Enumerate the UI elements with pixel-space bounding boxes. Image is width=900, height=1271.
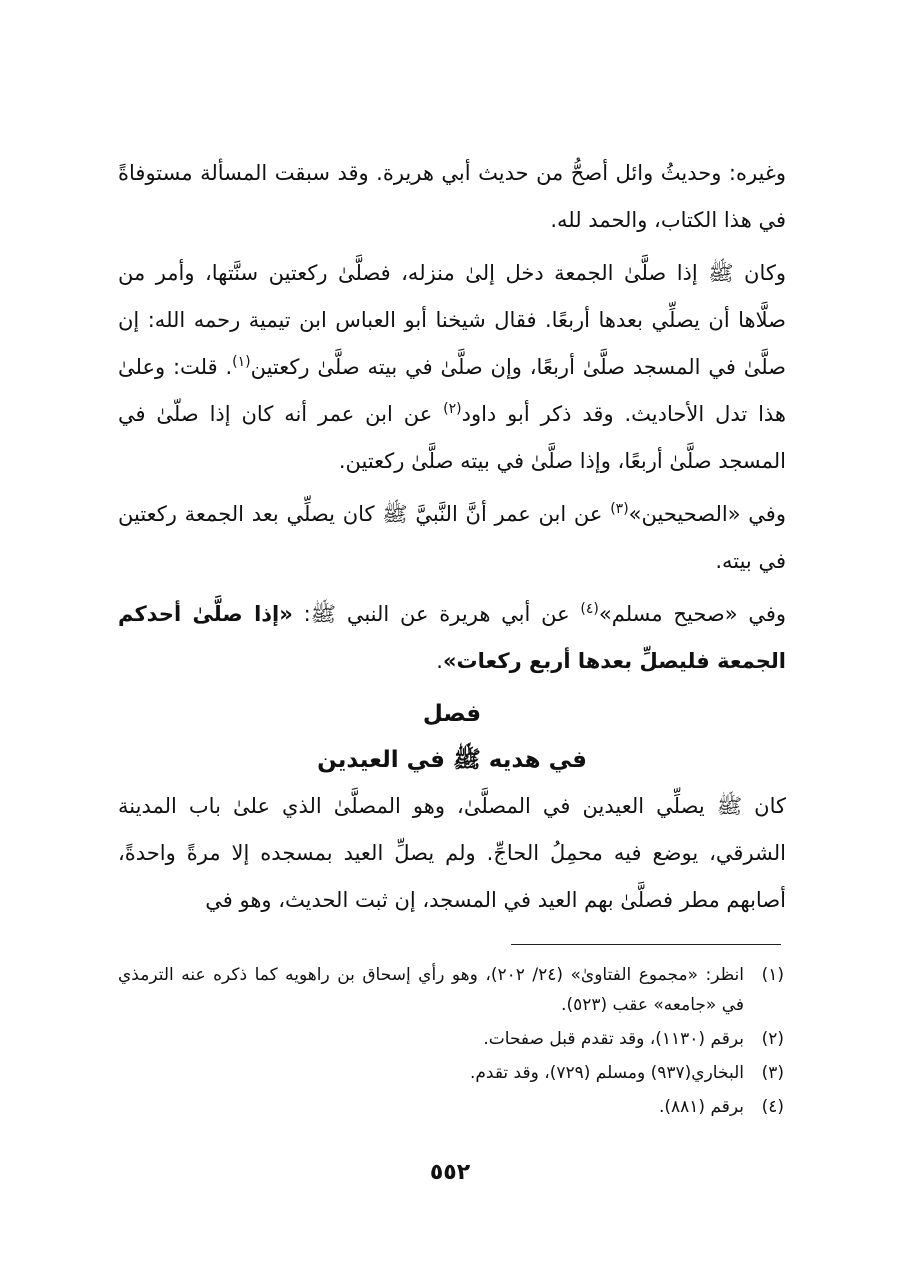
footnote-divider: [511, 944, 781, 945]
paragraph-5-text: كان ﷺ يصلِّي العيدين في المصلَّىٰ، وهو المصلَّىٰ الذي علىٰ باب المدينة الشرقي، يوضع فيه محمِلُ الحاجِّ. ولم يصلِّ العيد بمسجده إلا مرةً واحدةً، أصابهم مطر فصلَّىٰ بهم العيد في المسجد، إن ثبت الحديث، وهو في: [118, 794, 786, 912]
paragraph-3-text-a: وفي «الصحيحين»: [628, 502, 786, 526]
footnote-number: (٢): [761, 1029, 784, 1049]
hadith-quote: «إذا صلَّىٰ أحدكم الجمعة فليصلِّ بعدها أربع ركعات»: [118, 602, 786, 673]
paragraph-4: [118, 591, 786, 685]
footnote-ref-2[interactable]: (٢): [443, 401, 462, 417]
footnote-text: انظر: «مجموع الفتاوىٰ» (٢٤/ ٢٠٢)، وهو رأي إسحاق بن راهويه كما ذكره عنه الترمذي في «جامعه» عقب (٥٢٣).: [118, 965, 744, 1015]
page-number: ٥٥٢: [429, 1160, 471, 1185]
paragraph-2-text-c: عن ابن عمر أنه كان إذا صلّىٰ في المسجد صلَّىٰ أربعًا، وإذا صلَّىٰ في بيته صلَّىٰ ركعتين.: [118, 402, 786, 473]
paragraph-1: [118, 150, 786, 244]
paragraph-3-text-b: عن ابن عمر أنَّ النَّبيَّ ﷺ كان يصلِّي بعد الجمعة ركعتين في بيته.: [118, 502, 786, 573]
footnote-item: [118, 1058, 784, 1088]
footnote-ref-1[interactable]: (١): [232, 354, 251, 370]
paragraph-1-text: وغيره: وحديثُ وائل أصحُّ من حديث أبي هريرة. وقد سبقت المسألة مستوفاةً في هذا الكتاب، والحمد لله.: [118, 161, 786, 232]
paragraph-2: [118, 250, 786, 485]
footnote-ref-4[interactable]: (٤): [580, 601, 599, 617]
footnote-number: (١): [761, 965, 784, 985]
footnote-ref-3[interactable]: (٣): [610, 501, 629, 517]
paragraph-2-text-a: وكان ﷺ إذا صلَّىٰ الجمعة دخل إلىٰ منزله، فصلَّىٰ ركعتين سنَّتها، وأمر من صلَّاها أن يصلِّي بعدها أربعًا. فقال شيخنا أبو العباس ابن تيمية رحمه الله: إن صلَّىٰ في المسجد صلَّىٰ أربعًا، وإن صلَّىٰ في بيته صلَّىٰ ركعتين: [118, 261, 786, 379]
paragraph-5: [118, 783, 786, 924]
footnote-text: برقم (١١٣٠)، وقد تقدم قبل صفحات.: [483, 1029, 744, 1049]
section-title: في هديه ﷺ في العيدين: [317, 747, 587, 773]
footnote-text: برقم (٨٨١).: [658, 1097, 744, 1117]
paragraph-4-text-b: عن أبي هريرة عن النبي ﷺ:: [292, 602, 581, 626]
main-text: [118, 150, 786, 930]
paragraph-3: [118, 491, 786, 585]
section-heading: فصل: [422, 701, 482, 727]
footnote-item: [118, 960, 784, 1020]
paragraph-2-text-b: . قلت: وعلىٰ هذا تدل الأحاديث. وقد ذكر أبو داود: [118, 355, 787, 426]
footnote-number: (٣): [761, 1063, 784, 1083]
footnotes: [118, 960, 784, 1126]
paragraph-4-text-a: وفي «صحيح مسلم»: [598, 602, 787, 626]
footnote-item: [118, 1024, 784, 1054]
footnote-item: [118, 1092, 784, 1122]
footnote-number: (٤): [761, 1097, 784, 1117]
footnote-text: البخاري(٩٣٧) ومسلم (٧٢٩)، وقد تقدم.: [469, 1063, 744, 1083]
paragraph-4-text-c: .: [436, 649, 443, 673]
